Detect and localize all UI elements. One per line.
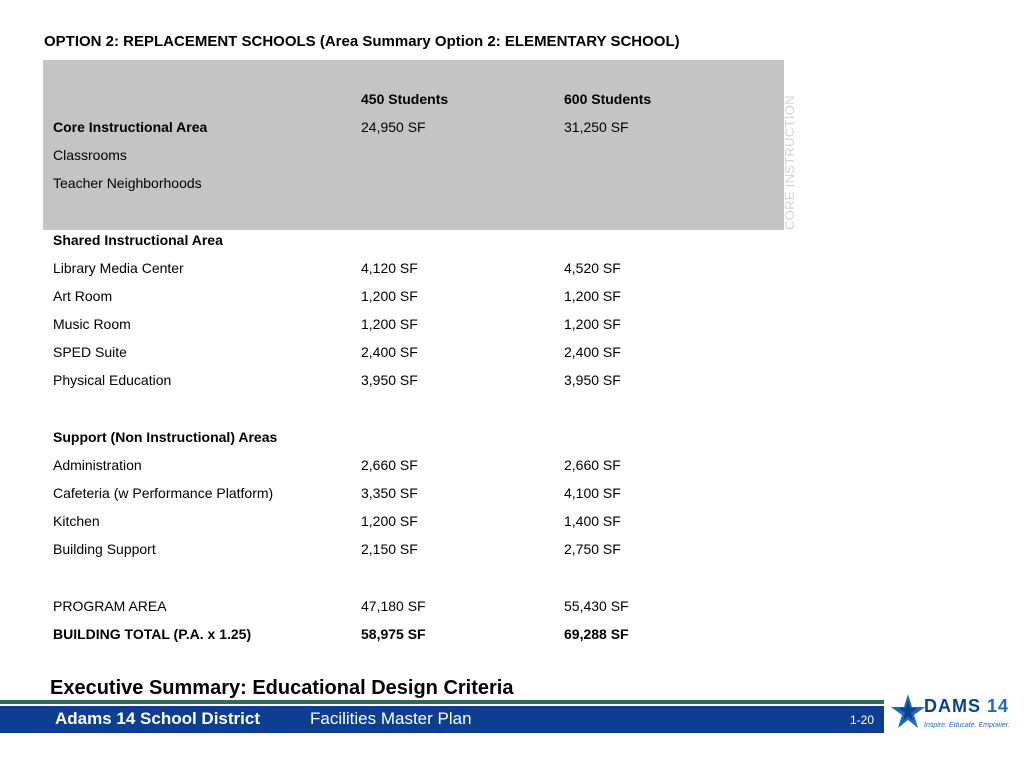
value-600: 2,750 SF [564,541,621,557]
table-row [0,338,784,366]
column-header-600: 600 Students [564,91,652,107]
logo-wordmark: DAMS 14 [924,696,1010,716]
footer-district-name: Adams 14 School District [55,709,261,728]
table-row [0,226,784,254]
table-row [0,254,784,282]
row-label: BUILDING TOTAL (P.A. x 1.25) [53,626,252,642]
value-450: 1,200 SF [361,316,418,332]
page-title: OPTION 2: REPLACEMENT SCHOOLS (Area Summary Option 2: ELEMENTARY SCHOOL) [44,33,680,50]
logo-tagline: Inspire. Educate. Empower. [924,722,1010,729]
value-600: 69,288 SF [564,626,629,642]
row-label: Administration [53,457,142,473]
page-number: 1-20 [850,713,875,727]
table-row [0,282,784,310]
table-row [0,169,784,197]
value-450: 1,200 SF [361,288,418,304]
building-total-row [0,620,784,648]
footer-plan-name: Facilities Master Plan [310,709,472,728]
row-label: PROGRAM AREA [53,598,167,614]
value-450: 24,950 SF [361,119,426,135]
section-label: Support (Non Instructional) Areas [53,429,278,445]
value-600: 31,250 SF [564,119,629,135]
value-600: 4,520 SF [564,260,621,276]
table-row [0,141,784,169]
value-450: 1,200 SF [361,513,418,529]
row-label: SPED Suite [53,344,127,360]
table-header-row [0,85,784,113]
table-row [0,423,784,451]
value-600: 2,400 SF [564,344,621,360]
value-450: 58,975 SF [361,626,426,642]
section-label: Shared Instructional Area [53,232,223,248]
row-label: Core Instructional Area [53,119,208,135]
value-600: 1,400 SF [564,513,621,529]
row-label: Art Room [53,288,113,304]
value-450: 3,950 SF [361,372,418,388]
table-row [0,507,784,535]
value-450: 2,150 SF [361,541,418,557]
value-450: 3,350 SF [361,485,418,501]
row-label: Building Support [53,541,156,557]
value-450: 2,660 SF [361,457,418,473]
core-instruction-side-label: CORE INSTRUCTION [782,95,797,230]
row-label: Kitchen [53,513,100,529]
table-row [0,479,784,507]
section-heading: Executive Summary: Educational Design Criteria [50,677,514,699]
table-row [0,451,784,479]
star-icon [890,692,926,736]
column-header-450: 450 Students [361,91,449,107]
row-label: Cafeteria (w Performance Platform) [53,485,274,501]
table-row [0,366,784,394]
table-row [0,113,784,141]
value-450: 4,120 SF [361,260,418,276]
value-600: 2,660 SF [564,457,621,473]
value-600: 1,200 SF [564,316,621,332]
adams-14-logo [890,690,1014,742]
value-600: 1,200 SF [564,288,621,304]
accent-divider [0,700,884,704]
value-450: 47,180 SF [361,598,426,614]
row-label: Music Room [53,316,131,332]
value-450: 2,400 SF [361,344,418,360]
value-600: 3,950 SF [564,372,621,388]
program-area-row [0,592,784,620]
footer-bar [0,706,884,733]
value-600: 55,430 SF [564,598,629,614]
table-row [0,310,784,338]
table-row [0,535,784,563]
value-600: 4,100 SF [564,485,621,501]
row-label: Teacher Neighborhoods [53,175,202,191]
row-label: Physical Education [53,372,172,388]
row-label: Library Media Center [53,260,184,276]
row-label: Classrooms [53,147,127,163]
